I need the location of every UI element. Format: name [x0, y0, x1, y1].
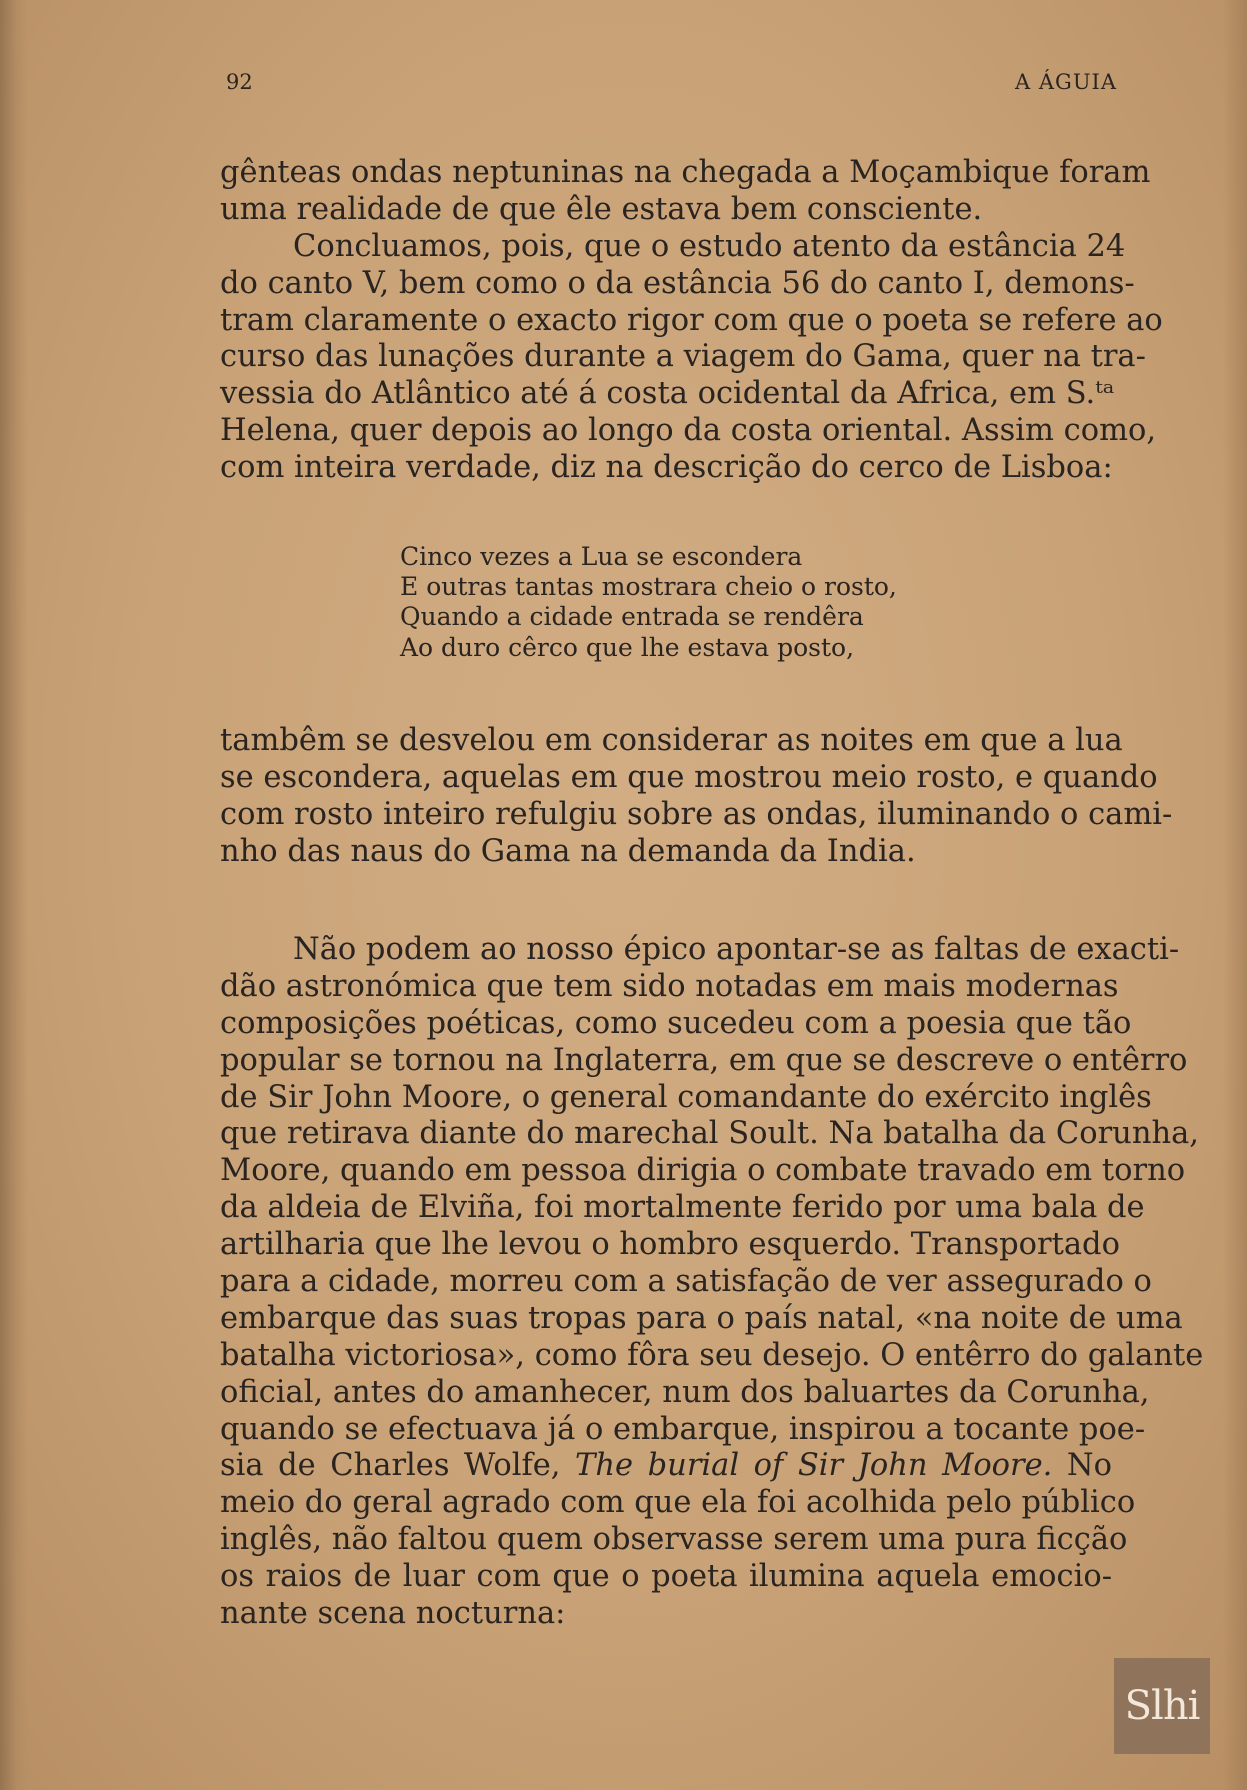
text-line: de Sir John Moore, o general comandante do exército inglês	[220, 1079, 1152, 1115]
text-line: que retirava diante do marechal Soult. Na batalha da Corunha,	[220, 1116, 1199, 1152]
text-line: da aldeia de Elviña, foi mortalmente ferido por uma bala de	[220, 1190, 1145, 1226]
text-line-with-title	[220, 1448, 1112, 1485]
text-line: com inteira verdade, diz na descrição do cerco de Lisboa:	[220, 450, 1113, 486]
text-line: com rosto inteiro refulgiu sobre as ondas, iluminando o cami-	[220, 796, 1173, 832]
verse-line: Ao duro cêrco que lhe estava posto,	[400, 632, 855, 662]
verse-line: E outras tantas mostrara cheio o rosto,	[400, 572, 897, 602]
paragraph-3	[220, 723, 1173, 871]
text-segment: No	[1052, 1448, 1112, 1484]
text-line: dão astronómica que tem sido notadas em mais modernas	[220, 968, 1119, 1004]
text-line: popular se tornou na Inglaterra, em que se descreve o entêrro	[220, 1042, 1188, 1078]
text-line: nho das naus do Gama na demanda da India.	[220, 833, 916, 869]
text-line: composições poéticas, como sucedeu com a poesia que tão	[220, 1005, 1132, 1041]
verse-quotation	[400, 542, 897, 663]
page-number: 92	[226, 70, 253, 94]
text-line: se escondera, aquelas em que mostrou meio rosto, e quando	[220, 759, 1158, 795]
text-line: inglês, não faltou quem observasse serem uma pura ficção	[220, 1522, 1128, 1558]
page-edge-right	[1223, 0, 1247, 1790]
text-line: vessia do Atlântico até á costa ocidental da Africa, em S.ᵗᵃ	[220, 376, 1115, 412]
verse-line: Cinco vezes a Lua se escondera	[400, 542, 803, 571]
text-line: nante scena nocturna:	[220, 1596, 566, 1632]
text-line: tram claramente o exacto rigor com que o poeta se refere ao	[220, 302, 1163, 338]
page-edge-left	[0, 0, 28, 1790]
text-line: Concluamos, pois, que o estudo atento da estância 24	[293, 228, 1126, 264]
text-line: Não podem ao nosso épico apontar-se as faltas de exacti-	[293, 932, 1180, 967]
paragraph-1	[220, 155, 1163, 487]
poem-title: The burial of Sir John Moore.	[575, 1448, 1053, 1484]
text-line: artilharia que lhe levou o hombro esquerdo. Transportado	[220, 1227, 1120, 1263]
text-line: curso das lunações durante a viagem do Gama, quer na tra-	[220, 339, 1146, 375]
text-line: do canto V, bem como o da estância 56 do canto I, demons-	[220, 265, 1135, 301]
text-line: gênteas ondas neptuninas na chegada a Moçambique foram	[220, 155, 1151, 190]
verse-line: Quando a cidade entrada se rendêra	[400, 602, 864, 632]
text-line: embarque das suas tropas para o país natal, «na noite de uma	[220, 1300, 1183, 1336]
text-line: meio do geral agrado com que ela foi acolhida pelo público	[220, 1485, 1136, 1521]
text-line: oficial, antes do amanhecer, num dos baluartes da Corunha,	[220, 1374, 1150, 1410]
text-line: para a cidade, morreu com a satisfação de ver assegurado o	[220, 1264, 1152, 1300]
text-line: uma realidade de que êle estava bem consciente.	[220, 191, 983, 227]
text-line: Moore, quando em pessoa dirigia o combate travado em torno	[220, 1153, 1186, 1189]
text-line: batalha victoriosa», como fôra seu desejo. O entêrro do galante	[220, 1337, 1204, 1373]
text-line: quando se efectuava já o embarque, inspirou a tocante poe-	[220, 1411, 1146, 1447]
text-line: os raios de luar com que o poeta ilumina aquela emocio-	[220, 1559, 1112, 1595]
text-line: tambêm se desvelou em considerar as noites em que a lua	[220, 723, 1123, 758]
running-head: A ÁGUIA	[1015, 70, 1117, 94]
text-segment: sia de Charles Wolfe,	[220, 1448, 576, 1484]
library-logo: Slhi	[1114, 1658, 1210, 1754]
text-line: Helena, quer depois ao longo da costa oriental. Assim como,	[220, 413, 1157, 449]
paragraph-4	[220, 932, 1204, 1633]
